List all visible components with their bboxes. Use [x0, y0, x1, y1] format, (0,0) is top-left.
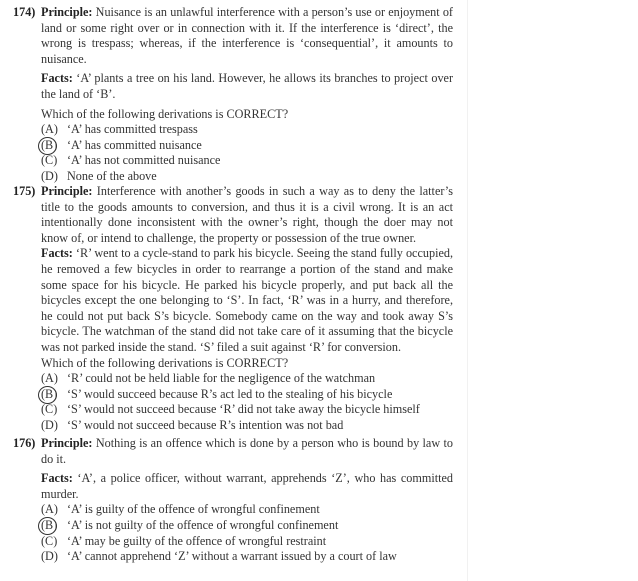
facts-text: ‘R’ went to a cycle-stand to park his bicycle. Seeing the stand fully occupied, he removed a few bicycles in order to rearrange a portion of the stand and make some space for his bicycle. He parked his bicycle properly, and put back all the bicycles except the one belonging to ‘S’. In fact, ‘R’ was in a hurry, and therefore, he could not put back S’s bicycle. Somebody came on the way and took away S’s bicycle. The watchman of the stand did not take care of it assuming that the bicycle was not parked inside the stand. ‘S’ filed a suit against ‘R’ for conversion. — [41, 246, 454, 354]
option-text: ‘A’ has committed nuisance — [67, 137, 202, 152]
principle-text: Nothing is an offence which is done by a person who is bound by law to do it. — [41, 436, 454, 466]
option-text: ‘A’ has committed trespass — [67, 122, 198, 137]
question-prompt: Which of the following derivations is CORRECT? — [41, 106, 289, 121]
question-number: 176) — [13, 436, 36, 450]
principle-label: Principle: — [41, 184, 93, 198]
option-letter: (D) — [41, 168, 58, 183]
principle — [41, 184, 453, 246]
question-prompt: Which of the following derivations is CORRECT? — [41, 355, 289, 370]
option-a[interactable] — [41, 371, 453, 387]
option-d[interactable] — [41, 169, 453, 185]
option-letter-circled: (B) — [41, 387, 67, 403]
option-letter-circled: (B) — [41, 138, 67, 154]
option-letter-circled: (B) — [41, 518, 67, 534]
option-c[interactable] — [41, 534, 453, 550]
facts — [41, 246, 453, 355]
option-letter: (D) — [41, 549, 58, 564]
option-text: ‘S’ would not succeed because R’s intention was not bad — [67, 417, 344, 432]
option-letter: (A) — [41, 122, 58, 137]
principle-label: Principle: — [41, 5, 93, 19]
principle-text: Nuisance is an unlawful interference with a person’s use or enjoyment of land or some right over or in connection with it. If the interference is ‘direct’, the wrong is trespass; whereas, if the interference is ‘consequential’, it amounts to nuisance. — [41, 5, 453, 66]
principle — [41, 436, 453, 467]
option-letter: (D) — [41, 417, 58, 432]
option-letter: (C) — [41, 153, 58, 168]
option-letter: (C) — [41, 533, 58, 548]
option-c[interactable] — [41, 402, 453, 418]
option-b[interactable] — [41, 138, 453, 154]
page-edge-divider — [467, 0, 468, 581]
question-176 — [13, 436, 453, 565]
option-b[interactable] — [41, 518, 453, 534]
option-text: ‘A’ is guilty of the offence of wrongful confinement — [67, 502, 320, 517]
option-c[interactable] — [41, 153, 453, 169]
option-a[interactable] — [41, 502, 453, 518]
option-text: ‘A’ cannot apprehend ‘Z’ without a warrant issued by a court of law — [67, 549, 397, 564]
option-text: ‘S’ would not succeed because ‘R’ did not take away the bicycle himself — [67, 402, 420, 417]
option-text: ‘A’ is not guilty of the offence of wrongful confinement — [67, 517, 339, 532]
question-175 — [13, 184, 453, 434]
option-d[interactable] — [41, 418, 453, 434]
options-list — [41, 502, 453, 564]
option-text: ‘S’ would succeed because R’s act led to the stealing of his bicycle — [67, 386, 393, 401]
option-text: ‘A’ has not committed nuisance — [67, 153, 221, 168]
facts-text: ‘A’, a police officer, without warrant, apprehends ‘Z’, who has committed murder. — [41, 471, 454, 501]
option-text: ‘R’ could not be held liable for the negligence of the watchman — [67, 371, 376, 386]
option-letter: (C) — [41, 402, 58, 417]
facts-label: Facts: — [41, 71, 73, 86]
principle — [41, 5, 453, 67]
facts — [41, 71, 453, 102]
option-a[interactable] — [41, 122, 453, 138]
facts-label: Facts: — [41, 246, 73, 261]
options-list — [41, 122, 453, 184]
facts — [41, 471, 453, 502]
option-letter: (A) — [41, 502, 58, 517]
question-number: 174) — [13, 5, 36, 19]
option-letter: (A) — [41, 371, 58, 386]
option-text: ‘A’ may be guilty of the offence of wrongful restraint — [67, 533, 327, 548]
facts-text: ‘A’ plants a tree on his land. However, he allows its branches to project over the land of ‘B’. — [41, 71, 454, 101]
option-text: None of the above — [67, 168, 157, 183]
question-174 — [13, 5, 453, 185]
option-b[interactable] — [41, 387, 453, 403]
option-d[interactable] — [41, 549, 453, 565]
options-list — [41, 371, 453, 433]
principle-text: Interference with another’s goods in such a way as to deny the latter’s title to the goods amounts to conversion, and thus it is a civil wrong. It is an act intentionally done inconsistent with the owner’s right, though the doer may not know of, or intend to challenge, the property or possession of the true owner. — [41, 184, 453, 245]
question-number: 175) — [13, 184, 36, 198]
facts-label: Facts: — [41, 471, 73, 486]
principle-label: Principle: — [41, 436, 93, 450]
